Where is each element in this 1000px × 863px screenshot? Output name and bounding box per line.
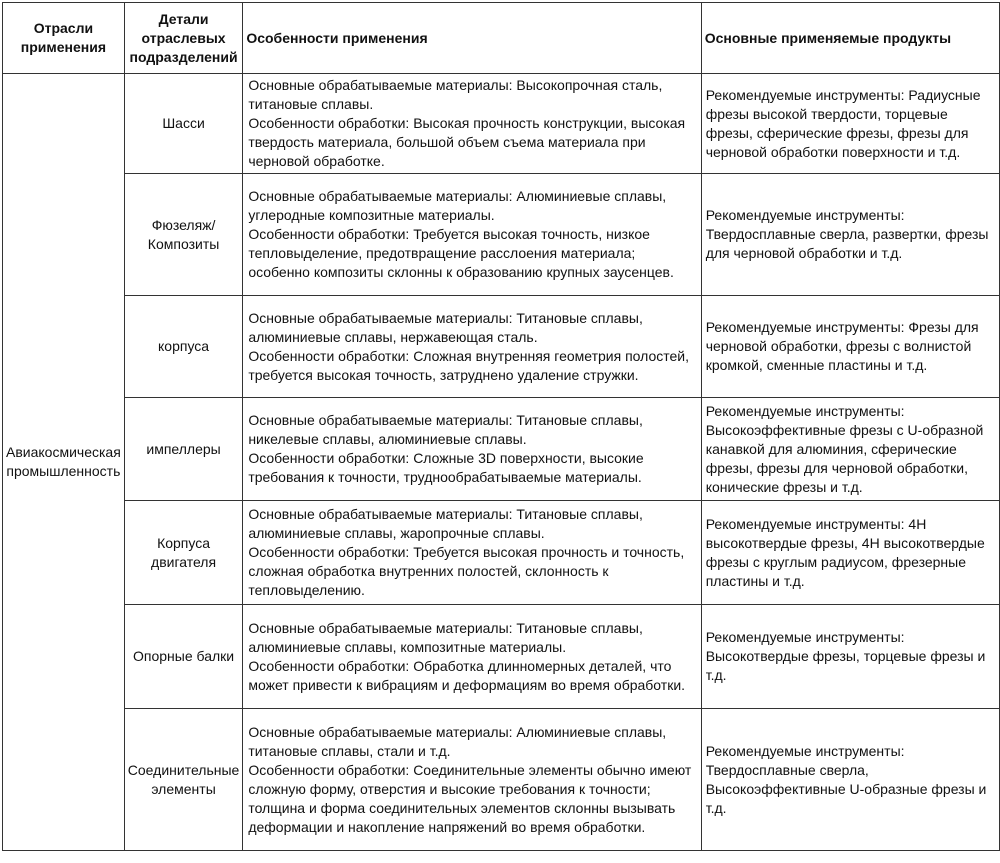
features-cell: Основные обрабатываемые материалы: Алюминиевые сплавы, титановые сплавы, стали и т.д. Особенности обработки: Соединительные элементы обычно имеют сложную форму, отверстия и высокие требования к точности; толщина и форма соединительных элементов склонны вызывать деформации и накопление напряжений во время обработки. [243, 709, 701, 851]
application-table [2, 2, 1000, 851]
table-row [3, 74, 1000, 174]
features-cell: Основные обрабатываемые материалы: Высокопрочная сталь, титановые сплавы. Особенности обработки: Высокая прочность конструкции, высокая твердость материала, большой объем съема материала при черновой обработке. [243, 74, 701, 174]
products-cell: Рекомендуемые инструменты: 4H высокотвердые фрезы, 4H высокотвердые фрезы с круглым радиусом, фрезерные пластины и т.д. [701, 501, 999, 605]
table-row [3, 709, 1000, 851]
features-cell: Основные обрабатываемые материалы: Титановые сплавы, алюминиевые сплавы, композитные материалы. Особенности обработки: Обработка длинномерных деталей, что может привести к вибрациям и деформациям во время обработки. [243, 605, 701, 709]
detail-cell: Шасси [124, 74, 243, 174]
detail-cell: Опорные балки [124, 605, 243, 709]
header-industry: Отрасли применения [3, 3, 125, 74]
detail-cell: корпуса [124, 296, 243, 398]
table-row [3, 398, 1000, 501]
products-cell: Рекомендуемые инструменты: Фрезы для черновой обработки, фрезы с волнистой кромкой, сменные пластины и т.д. [701, 296, 999, 398]
industry-cell: Авиакосмическая промышленность [3, 74, 125, 851]
features-cell: Основные обрабатываемые материалы: Алюминиевые сплавы, углеродные композитные материалы. Особенности обработки: Требуется высокая точность, низкое тепловыделение, предотвращение расслоения материала; особенно композиты склонны к образованию крупных заусенцев. [243, 174, 701, 296]
table-row [3, 174, 1000, 296]
detail-cell: импеллеры [124, 398, 243, 501]
header-products: Основные применяемые продукты [701, 3, 999, 74]
table-row [3, 501, 1000, 605]
products-cell: Рекомендуемые инструменты: Высокоэффективные фрезы с U-образной канавкой для алюминия, сферические фрезы, фрезы для черновой обработки, конические фрезы и т.д. [701, 398, 999, 501]
products-cell: Рекомендуемые инструменты: Высокотвердые фрезы, торцевые фрезы и т.д. [701, 605, 999, 709]
detail-cell: Фюзеляж/Композиты [124, 174, 243, 296]
products-cell: Рекомендуемые инструменты: Твердосплавные сверла, Высокоэффективные U-образные фрезы и т.д. [701, 709, 999, 851]
table-row [3, 605, 1000, 709]
detail-cell: Соединительные элементы [124, 709, 243, 851]
features-cell: Основные обрабатываемые материалы: Титановые сплавы, никелевые сплавы, алюминиевые сплавы. Особенности обработки: Сложные 3D поверхности, высокие требования к точности, труднообрабатываемые материалы. [243, 398, 701, 501]
header-detail: Детали отраслевых подразделений [124, 3, 243, 74]
header-row [3, 3, 1000, 74]
products-cell: Рекомендуемые инструменты: Твердосплавные сверла, развертки, фрезы для черновой обработки и т.д. [701, 174, 999, 296]
detail-cell: Корпуса двигателя [124, 501, 243, 605]
features-cell: Основные обрабатываемые материалы: Титановые сплавы, алюминиевые сплавы, нержавеющая сталь. Особенности обработки: Сложная внутренняя геометрия полостей, требуется высокая точность, затруднено удаление стружки. [243, 296, 701, 398]
products-cell: Рекомендуемые инструменты: Радиусные фрезы высокой твердости, торцевые фрезы, сферические фрезы, фрезы для черновой обработки поверхности и т.д. [701, 74, 999, 174]
features-cell: Основные обрабатываемые материалы: Титановые сплавы, алюминиевые сплавы, жаропрочные сплавы. Особенности обработки: Требуется высокая прочность и точность, сложная обработка внутренних полостей, склонность к тепловыделению. [243, 501, 701, 605]
header-features: Особенности применения [243, 3, 701, 74]
table-row [3, 296, 1000, 398]
